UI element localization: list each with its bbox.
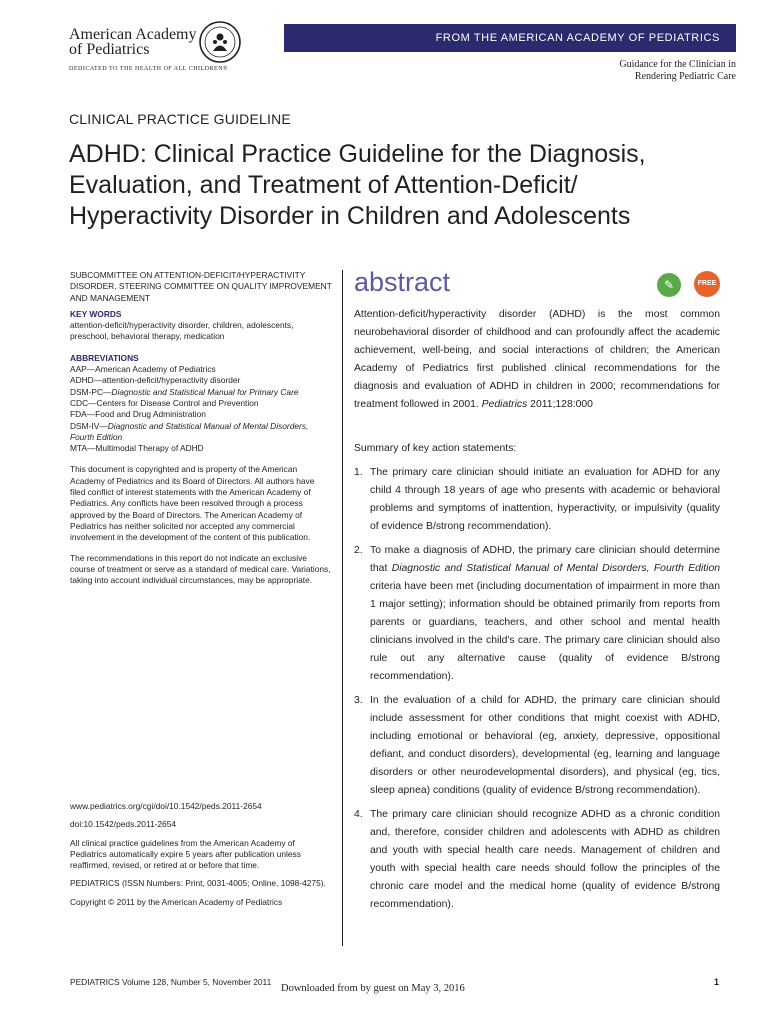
org-logo-text <box>69 27 197 57</box>
sidebar-column <box>70 270 332 595</box>
open-access-icon[interactable]: ✎ <box>657 273 681 297</box>
statement-number: 1. <box>354 467 363 478</box>
abbreviation-item: FDA—Food and Drug Administration <box>70 409 206 420</box>
citation-rest: 2011;128:000 <box>527 399 593 410</box>
keywords: attention-deficit/hyperactivity disorder, children, adolescents, preschool, behavioral therapy, medication <box>70 320 294 342</box>
abbreviation-definition: Diagnostic and Statistical Manual for Primary Care <box>111 386 299 397</box>
aap-seal-icon <box>198 20 242 64</box>
article-metadata <box>70 801 332 915</box>
abbreviation-definition: American Academy of Pediatrics <box>95 364 216 375</box>
abbreviation-item: DSM-PC—Diagnostic and Statistical Manual for Primary Care <box>70 386 299 397</box>
footer-journal: PEDIATRICS Volume 128, Number 5, November 2011 <box>70 977 272 987</box>
abstract-text: Attention-deficit/hyperactivity disorder (ADHD) is the most common neurobehavioral disorder of childhood and can profoundly affect the academic achievement, well-being, and social interactions of children; the American Academy of Pediatrics first published clinical recommendations for the diagnosis and evaluation of ADHD in children in 2000; recommendations for treatment followed in 2001. <box>354 309 720 410</box>
abbreviation-definition: Multimodal Therapy of ADHD <box>95 443 204 454</box>
recommendations-note: The recommendations in this report do not indicate an exclusive course of treatment or serve as a standard of medical care. Variations, taking into account individual circumstances, may be appropriate. <box>70 552 331 586</box>
title-line1: ADHD: Clinical Practice Guideline for the Diagnosis, <box>69 140 646 168</box>
article-doi: doi:10.1542/peds.2011-2654 <box>70 819 177 830</box>
statement-item <box>354 806 720 914</box>
abbreviation-item: MTA—Multimodal Therapy of ADHD <box>70 443 204 454</box>
source-banner: FROM THE AMERICAN ACADEMY OF PEDIATRICS <box>284 24 736 52</box>
abbreviation-item: AAP—American Academy of Pediatrics <box>70 364 216 375</box>
abbreviation-definition: Food and Drug Administration <box>95 409 206 420</box>
abbreviation-definition: attention-deficit/hyperactivity disorder <box>102 375 241 386</box>
keywords-heading: KEY WORDS <box>70 308 122 319</box>
guidance-line1: Guidance for the Clinician in <box>619 59 736 70</box>
title-line3: Hyperactivity Disorder in Children and Adolescents <box>69 202 631 230</box>
copyright-note: This document is copyrighted and is property of the American Academy of Pediatrics and its Board of Directors. All authors have filed conflict of interest statements with the American Academy of Pediatrics. Any conflicts have been resolved through a process approved by the Board of Directors. The American Academy of Pediatrics has neither solicited nor accepted any commercial involvement in the development of the content of this publication. <box>70 464 315 543</box>
abbreviation-item: DSM-IV—Diagnostic and Statistical Manual of Mental Disorders, Fourth Edition <box>70 420 309 442</box>
statement-number: 4. <box>354 809 363 820</box>
page-number: 1 <box>714 977 720 987</box>
title-line2: Evaluation, and Treatment of Attention-Deficit/ <box>69 171 578 199</box>
statement-text-post: criteria have been met (including documentation of impairment in more than 1 major setting); information should be obtained primarily from reports from parents or guardians, teachers, and other school and mental health clinicians involved in the child's care. The primary care clinician should also rule out any alternative cause (quality of evidence B/strong recommendation). <box>370 581 720 682</box>
free-badge[interactable]: FREE <box>694 271 720 297</box>
article-url[interactable]: www.pediatrics.org/cgi/doi/10.1542/peds.2011-2654 <box>70 801 262 811</box>
abbreviation-term: MTA <box>70 443 88 454</box>
statement-text-pre: To make a diagnosis of ADHD, the primary care clinician should determine that <box>370 545 720 574</box>
abbreviation-term: DSM-PC <box>70 386 104 397</box>
statement-item <box>354 542 720 686</box>
statement-text: The primary care clinician should recognize ADHD as a chronic condition and, therefore, consider children and adolescents with ADHD as children and youth with special health care needs. Management of children and youth with special health care needs should follow the principles of the chronic care model and the medical home (quality of evidence B/strong recommendation). <box>370 809 720 910</box>
abbreviation-item: ADHD—attention-deficit/hyperactivity disorder <box>70 375 241 386</box>
key-action-statements <box>354 464 720 914</box>
abbreviation-term: DSM-IV <box>70 420 100 431</box>
abbreviation-term: CDC <box>70 397 89 408</box>
org-name-line1: American Academy <box>69 26 197 43</box>
summary-heading: Summary of key action statements: <box>354 443 517 454</box>
abbreviation-term: AAP <box>70 364 87 375</box>
statement-item <box>354 464 720 536</box>
statement-text-em: Diagnostic and Statistical Manual of Mental Disorders, Fourth Edition <box>391 563 720 574</box>
statement-text: The primary care clinician should initiate an evaluation for ADHD for any child 4 through 18 years of age who presents with academic or behavioral problems and symptoms of inattention, hyperactivity, or impulsivity (quality of evidence B/strong recommendation). <box>370 467 720 532</box>
statement-number: 3. <box>354 695 363 706</box>
abbreviation-definition: Centers for Disease Control and Prevention <box>96 397 259 408</box>
statement-item <box>354 692 720 800</box>
column-divider <box>342 270 343 946</box>
guidance-line2: Rendering Pediatric Care <box>634 71 736 82</box>
abbreviation-term: ADHD <box>70 375 94 386</box>
abbreviation-item: CDC—Centers for Disease Control and Prevention <box>70 397 259 408</box>
guidance-note <box>619 59 736 83</box>
article-category: CLINICAL PRACTICE GUIDELINE <box>69 111 291 127</box>
statement-text: In the evaluation of a child for ADHD, the primary care clinician should include assessment for other conditions that might coexist with ADHD, including emotional or behavioral (eg, anxiety, depressive, oppositional defiant, and conduct disorders), developmental (eg, learning and language disorders or other neurodevelopmental disorders), and physical (eg, tics, sleep apnea) conditions (quality of evidence B/strong recommendation). <box>370 695 720 796</box>
org-tagline: DEDICATED TO THE HEALTH OF ALL CHILDREN® <box>69 66 229 72</box>
org-name-line2: of Pediatrics <box>69 41 150 58</box>
abbreviations-heading: ABBREVIATIONS <box>70 352 139 363</box>
footer-download: Downloaded from by guest on May 3, 2016 <box>281 983 465 994</box>
article-title <box>69 139 749 232</box>
issn: PEDIATRICS (ISSN Numbers: Print, 0031-4005; Online, 1098-4275). <box>70 878 326 889</box>
abstract-paragraph <box>354 306 720 414</box>
copyright: Copyright © 2011 by the American Academy of Pediatrics <box>70 896 283 907</box>
abstract-heading: abstract <box>354 267 451 297</box>
abbreviation-definition: Diagnostic and Statistical Manual of Mental Disorders, Fourth Edition <box>70 420 309 442</box>
abstract-body <box>354 306 720 914</box>
expire-note: All clinical practice guidelines from the American Academy of Pediatrics automatically expire 5 years after publication unless reaffirmed, revised, or retired at or before that time. <box>70 837 301 871</box>
subcommittee: SUBCOMMITTEE ON ATTENTION-DEFICIT/HYPERACTIVITY DISORDER, STEERING COMMITTEE ON QUALITY IMPROVEMENT AND MANAGEMENT <box>70 270 332 303</box>
abbreviation-term: FDA <box>70 409 87 420</box>
abbreviations-list <box>70 364 332 454</box>
citation-journal: Pediatrics <box>481 399 528 410</box>
statement-number: 2. <box>354 545 363 556</box>
